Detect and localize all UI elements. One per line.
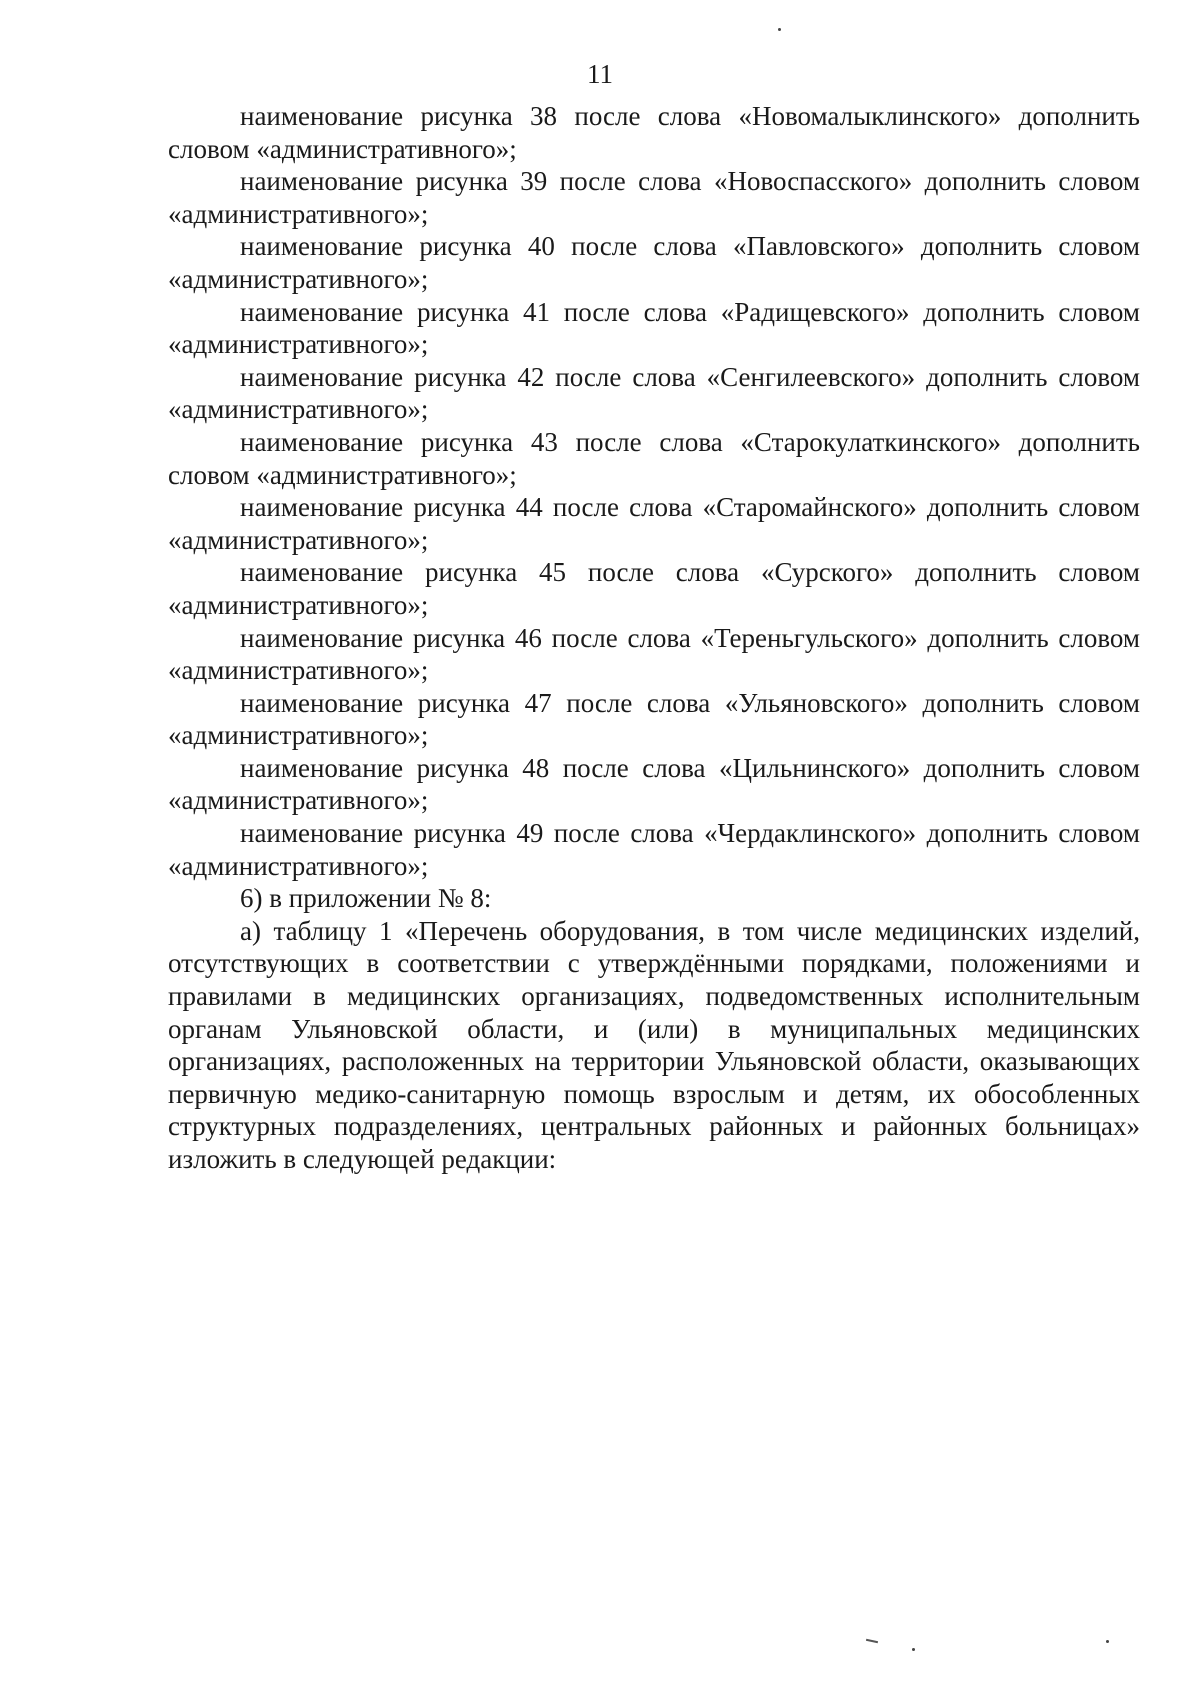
paragraph-table-1: а) таблицу 1 «Перечень оборудования, в том числе медицинских изделий, отсутствующих в соответствии с утверждёнными порядками, положениями и правилами в медицинских организациях, подведомственных исполнительным органам Ульяновской области, и (или) в муниципальных медицинских организациях, расположенных на территории Ульяновской области, оказывающих первичную медико-санитарную помощь взрослым и детям, их обособленных структурных подразделениях, центральных районных и районных больницах» изложить в следующей редакции:	[168, 915, 1140, 1174]
paragraph-figure-42: наименование рисунка 42 после слова «Сенгилеевского» дополнить словом «административного»;	[168, 361, 1140, 425]
document-body	[168, 100, 1140, 1176]
paragraph-figure-41: наименование рисунка 41 после слова «Радищевского» дополнить словом «административного»;	[168, 296, 1140, 360]
scan-speck	[866, 1639, 878, 1643]
paragraph-figure-44: наименование рисунка 44 после слова «Старомайнского» дополнить словом «административного»;	[168, 492, 1140, 555]
paragraph-figure-49: наименование рисунка 49 после слова «Чердаклинского» дополнить словом «административного»;	[168, 818, 1140, 881]
scan-speck	[912, 1648, 915, 1651]
paragraph-figure-43: наименование рисунка 43 после слова «Старокулаткинского» дополнить словом «административного»;	[168, 426, 1140, 490]
paragraph-figure-45: наименование рисунка 45 после слова «Сурского» дополнить словом «административного»;	[168, 557, 1140, 620]
page-number: 11	[587, 59, 613, 89]
paragraph-figure-39: наименование рисунка 39 после слова «Новоспасского» дополнить словом «административного»;	[168, 166, 1140, 229]
paragraph-figure-46: наименование рисунка 46 после слова «Тереньгульского» дополнить словом «административного»;	[168, 622, 1140, 686]
scan-speck	[778, 28, 781, 31]
paragraph-figure-40: наименование рисунка 40 после слова «Павловского» дополнить словом «административного»;	[168, 231, 1140, 294]
paragraph-appendix-8: 6) в приложении № 8:	[240, 883, 492, 914]
paragraph-figure-47: наименование рисунка 47 после слова «Ульяновского» дополнить словом «административного»;	[168, 687, 1140, 751]
paragraph-figure-38: наименование рисунка 38 после слова «Новомалыклинского» дополнить словом «административного»;	[168, 101, 1140, 164]
scan-speck	[1106, 1640, 1109, 1643]
paragraph-figure-48: наименование рисунка 48 после слова «Цильнинского» дополнить словом «административного»;	[168, 752, 1140, 816]
